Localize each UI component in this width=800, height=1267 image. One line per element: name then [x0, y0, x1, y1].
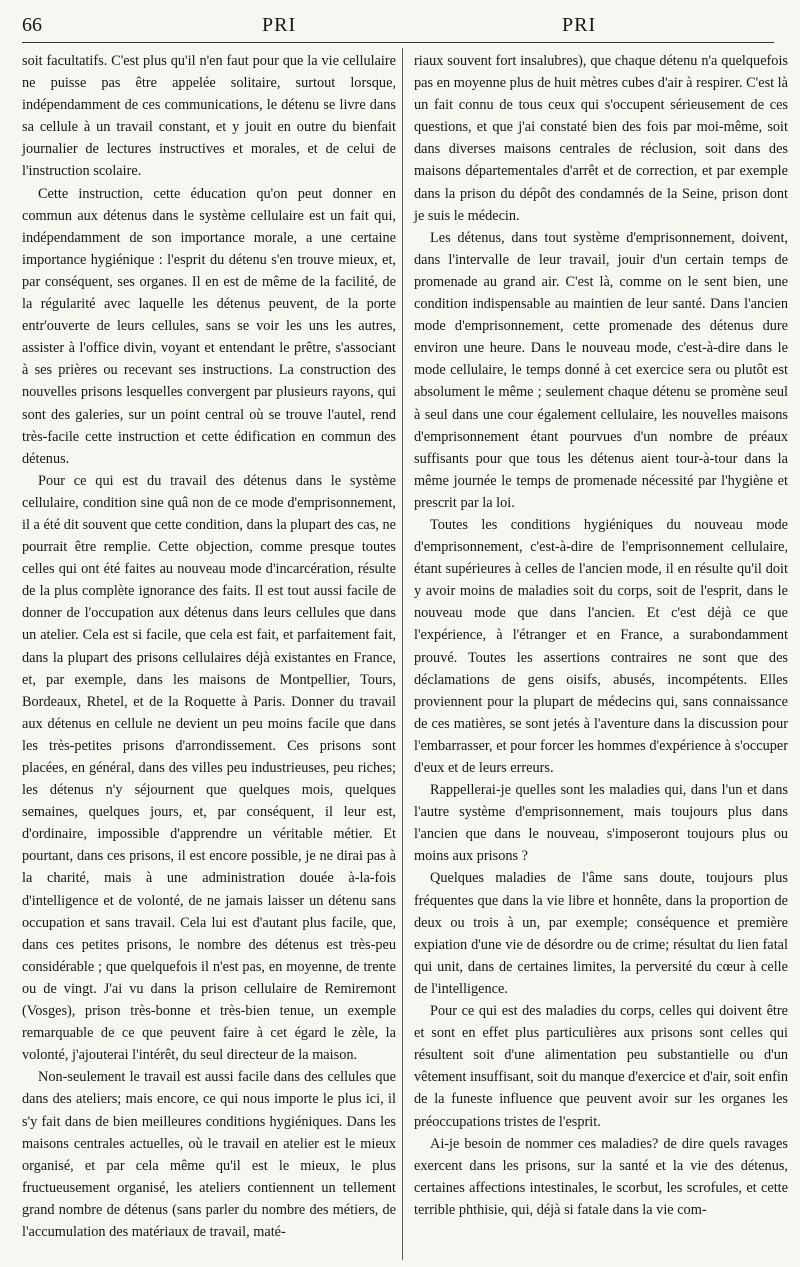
- paragraph: Pour ce qui est du travail des détenus dans le système cellulaire, condition sine quâ non de ce mode d'emprisonnement, il a été dit souvent que cette condition, dans la plupart des cas, ne pourrait être remplie. Cette objection, comme presque toutes celles qui ont été faites au nouveau mode d'incarcération, résulte de la plus complète ignorance des faits. Il est tout aussi facile de donner de l'occupation aux détenus dans leurs cellules que dans un atelier. Cela est si facile, que cela est fait, et parfaitement fait, dans la plupart des prisons cellulaires déjà existantes en France, et, par exemple, dans les maisons de Montpellier, Tours, Bordeaux, Rhetel, et de la Roquette à Paris. Donner du travail aux détenus en cellule ne devient un peu moins facile que dans les très-petites prisons d'arrondissement. Ces prisons sont placées, en général, dans des villes peu industrieuses, peu riches; les détenus n'y séjournent que quelques mois, quelques semaines, quelques jours, et, par conséquent, il leur est, d'ordinaire, impossible d'apprendre un véritable métier. Et pourtant, dans ces prisons, il est encore possible, je ne dirai pas à la charité, mais à une administration douée à-la-fois d'intelligence et de volonté, de ne jamais laisser un détenu sans occupation et sans travail. Cela lui est d'autant plus facile, que, dans ces petites prisons, le nombre des détenus est très-peu considérable ; que quelquefois il n'est pas, en moyenne, de trente ou de vingt. J'ai vu dans la prison cellulaire de Remiremont (Vosges), prison très-bonne et très-bien tenue, un exemple remarquable de ce que peuvent faire à cet égard le zèle, la volonté, j'ajouterai l'intérêt, du seul directeur de la maison.: [22, 472, 396, 1064]
- page-number: 66: [22, 14, 42, 36]
- running-head-right: PRI: [562, 14, 597, 36]
- page-header: [22, 14, 774, 40]
- paragraph: riaux souvent fort insalubres), que chaque détenu n'a quelquefois pas en moyenne plus de huit mètres cubes d'air à respirer. C'est là un fait connu de tous ceux qui s'occupent sérieusement de ces questions, et que j'ai constaté bien des fois par moi-même, soit dans diverses maisons centrales de réclusion, soit dans des maisons départementales d'arrêt et de correction, et par exemple dans la prison du dépôt des condamnés de la Seine, prison dont je suis le médecin.: [414, 53, 788, 224]
- right-column: [414, 50, 788, 1221]
- paragraph: Ai-je besoin de nommer ces maladies? de dire quels ravages exercent dans les prisons, sur la santé et la vie des détenus, certaines affections intestinales, le scorbut, les scrofules, et cette terrible phthisie, qui, déjà si fatale dans la vie com-: [414, 1135, 788, 1218]
- paragraph: Toutes les conditions hygiéniques du nouveau mode d'emprisonnement, c'est-à-dire de l'emprisonnement cellulaire, étant supérieures à celles de l'ancien mode, il en résulte qu'il doit y avoir moins de maladies soit du corps, soit de l'esprit, dans le nouveau mode que dans l'ancien. Et c'est déjà ce que l'expérience, à l'étranger et en France, a surabondamment prouvé. Toutes les assertions contraires ne sont que des déclamations de gens oisifs, abusés, incompétents. Elles proviennent pour la plupart de médecins qui, sans connaissance de ces matières, se sont jetés à l'aventure dans la discussion pour l'embarrasser, et pour forcer les hommes d'expérience à s'occuper d'eux et de leurs erreurs.: [414, 516, 788, 776]
- paragraph: Quelques maladies de l'âme sans doute, toujours plus fréquentes que dans la vie libre et honnête, dans la proportion de deux ou trois à un, par exemple; conséquence et première expiation d'une vie de désordre ou de crime; résultat du lien fatal qui unit, dans de certaines limites, la perversité du cœur à celle de l'intelligence.: [414, 870, 788, 997]
- paragraph: Rappellerai-je quelles sont les maladies qui, dans l'un et dans l'autre système d'emprisonnement, mais toujours plus dans l'ancien que dans le nouveau, s'imposeront toujours plus ou moins aux prisons ?: [414, 782, 788, 865]
- header-rule: [22, 42, 774, 43]
- paragraph: Non-seulement le travail est aussi facile dans des cellules que dans des ateliers; mais encore, ce qui nous importe le plus ici, il s'y fait dans de bien meilleures conditions hygiéniques. Dans les maisons centrales actuelles, où le travail en atelier est le mieux organisé, et par cela même qu'il est le mieux, le plus fructueusement organisé, les ateliers contiennent un tellement grand nombre de détenus (sans parler du nombre des métiers, de l'accumulation des matériaux de travail, maté-: [22, 1069, 396, 1240]
- column-separator: [402, 48, 403, 1260]
- paragraph: soit facultatifs. C'est plus qu'il n'en faut pour que la vie cellulaire ne puisse pas être appelée solitaire, surtout lorsque, indépendamment de ces communications, le détenu se livre dans sa cellule à un travail constant, et y jouit en outre du bienfait journalier de lectures instructives et morales, et de celui de l'instruction scolaire.: [22, 53, 396, 180]
- paragraph: Cette instruction, cette éducation qu'on peut donner en commun aux détenus dans le système cellulaire est un fait qui, indépendamment de son importance morale, a une certaine importance hygiénique : l'esprit du détenu s'en trouve mieux, et, par conséquent, ses organes. Il en est de même de la facilité, de la régularité avec laquelle les détenus peuvent, de la porte entr'ouverte de leurs cellules, sans se voir les uns les autres, assister à l'office divin, voyant et entendant le prêtre, s'associant à ses prières ou recevant ses instructions. La construction des nouvelles prisons lesquelles convergent par plusieurs rayons, qui sont des galeries, sur un point central où se trouve l'autel, rend très-facile cette instruction et cette édification en commun des détenus.: [22, 185, 396, 467]
- paragraph: Les détenus, dans tout système d'emprisonnement, doivent, dans l'intervalle de leur travail, jouir d'un certain temps de promenade au grand air. C'est là, comme on le sent bien, une condition indispensable au maintien de leur santé. Dans l'ancien mode d'emprisonnement, cette promenade des détenus dure environ une heure. Dans le nouveau mode, c'est-à-dire dans le mode cellulaire, le temps donné à cet exercice sera ou plutôt est absolument le même ; seulement chaque détenu se promène seul à seul dans une cour également cellulaire, les nouvelles maisons d'emprisonnement étant pourvues d'un nombre de préaux suffisants pour que tous les détenus aient tour-à-tour dans la même journée le temps de promenade nécessité par l'hygiène et prescrit par la loi.: [414, 229, 788, 511]
- running-head-left: PRI: [262, 14, 297, 36]
- left-column: [22, 50, 396, 1243]
- paragraph: Pour ce qui est des maladies du corps, celles qui doivent être et sont en effet plus particulières aux prisons sont celles qui résultent soit d'une alimentation peu substantielle ou d'un vêtement insuffisant, soit du manque d'exercice et d'air, soit enfin de la funeste influence que peuvent avoir sur les organes les préoccupations tristes de l'esprit.: [414, 1003, 788, 1130]
